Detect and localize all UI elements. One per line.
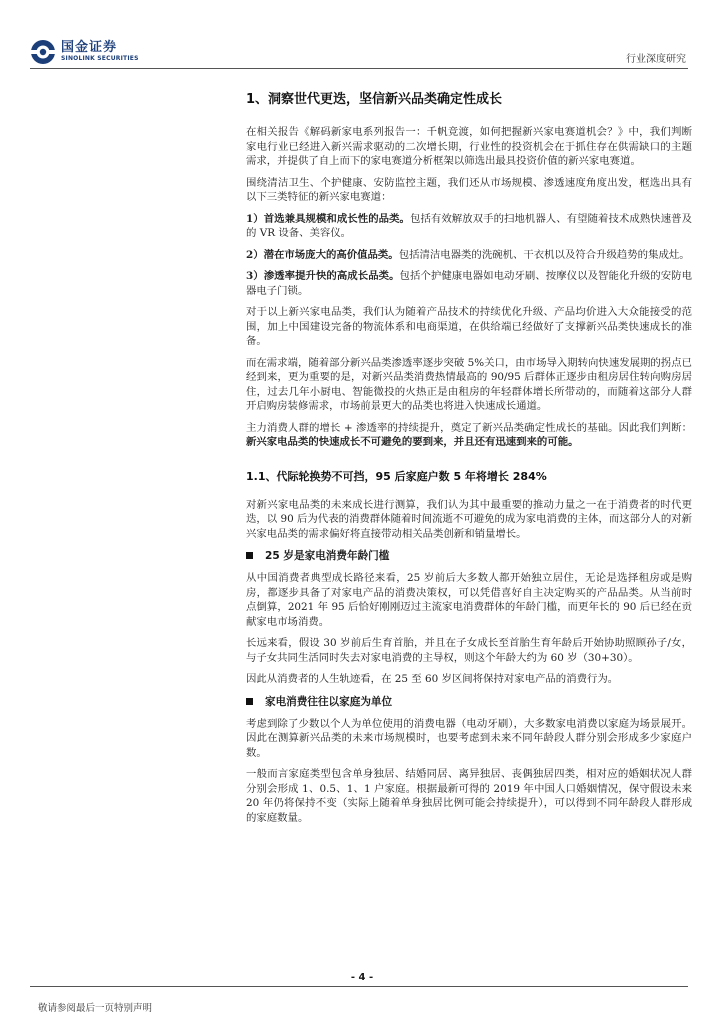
disclaimer-note: 敬请参阅最后一页特别声明	[38, 1003, 153, 1014]
bullet-heading-2	[246, 694, 692, 709]
section-1-1-paragraph-4: 因此从消费者的人生轨迹看，在 25 至 60 岁区间将保持对家电产品的消费行为。	[246, 673, 619, 685]
conclusion-text: 主力消费人群的增长 + 渗透率的持续提升，奠定了新兴品类确定性成长的基础。因此我们判断：	[246, 421, 692, 434]
category-item-1	[246, 212, 692, 241]
section-1-title: 1、洞察世代更迭，坚信新兴品类确定性成长	[246, 92, 503, 107]
section-1-paragraph-1: 在相关报告《解码新家电系列报告一：千帆竞渡，如何把握新兴家电赛道机会？》中，我们判断家电行业已经进入新兴需求驱动的二次增长期，行业性的投资机会在于抓住存在供需缺口的主题需求，并提供了自上而下的家电赛道分析框架以筛选出最具投资价值的新兴家电赛道。	[246, 126, 692, 167]
category-item-2-text: 包括清洁电器类的洗碗机、干衣机以及符合升级趋势的集成灶。	[398, 248, 690, 261]
bullet-square-icon	[246, 552, 253, 559]
sinolink-logo-icon	[30, 39, 56, 65]
bullet-heading-2-text: 家电消费往往以家庭为单位	[265, 695, 393, 708]
category-item-3	[246, 269, 692, 298]
category-item-2	[246, 248, 692, 263]
section-1-1-paragraph-1: 对新兴家电品类的未来成长进行测算，我们认为其中最重要的推动力量之一在于消费者的时代更迭，以 90 后为代表的消费群体随着时间流逝不可避免的成为家电消费的主体，而这部分人的对新兴家电品类的需求偏好将直接带动相关品类创新和销量增长。	[246, 498, 692, 540]
category-item-1-heading: 1）首选兼具规模和成长性的品类。	[246, 212, 410, 225]
section-1-paragraph-2: 围绕清洁卫生、个护健康、安防监控主题，我们还从市场规模、渗透速度角度出发，框选出具有以下三类特征的新兴家电赛道：	[246, 176, 692, 203]
logo-english-name: SINOLINK SECURITIES	[61, 55, 139, 62]
bullet-heading-1-text: 25 岁是家电消费年龄门槛	[265, 550, 390, 562]
section-1-conclusion	[246, 421, 692, 450]
section-1-1-paragraph-6: 一般而言家庭类型包含单身独居、结婚同居、离异独居、丧偶独居四类，相对应的婚姻状况人群分别会形成 1、0.5、1、1 户家庭。根据最新可得的 2019 年中国人口婚姻情况，保守假设未来 20 年仍将保持不变（实际上随着单身独居比例可能会持续提升），可以得到不同年龄段人群形成的家庭数量。	[246, 768, 692, 824]
category-item-2-heading: 2）潜在市场庞大的高价值品类。	[246, 248, 399, 261]
section-1-1-paragraph-5: 考虑到除了少数以个人为单位使用的消费电器（电动牙刷），大多数家电消费以家庭为场景展开。因此在测算新兴品类的未来市场规模时，也要考虑到未来不同年龄段人群分别会形成多少家庭户数。	[246, 717, 692, 759]
page-number: - 4 -	[350, 972, 374, 983]
page-header	[0, 0, 724, 78]
footer-divider	[30, 986, 688, 987]
section-1-1-title: 1.1、代际轮换势不可挡，95 后家庭户数 5 年将增长 284%	[246, 469, 547, 483]
conclusion-emphasis: 新兴家电品类的快速成长不可避免的要到来，并且还有迅速到来的可能。	[246, 436, 579, 448]
category-item-3-heading: 3）渗透率提升快的高成长品类。	[246, 270, 400, 282]
bullet-heading-1	[246, 548, 692, 563]
category-item-1-text: 包括有效解放双手的扫地机器人、有望随着技术成熟快速普及的 VR 设备、美容仪。	[246, 212, 693, 239]
bullet-square-icon	[246, 698, 253, 705]
company-logo	[30, 38, 139, 66]
section-1-paragraph-4: 而在需求端，随着部分新兴品类渗透率逐步突破 5%关口，由市场导入期转向快速发展期的拐点已经到来，更为重要的是，对新兴品类消费热情最高的 90/95 后群体正逐步由租房居住转向购房居住，过去几年小厨电、智能微投的火热正是由租房的年轻群体增长所带动的，而随着这部分人群开启购房装修需求，市场前景更大的品类也将进入快速成长通道。	[246, 356, 692, 412]
main-content	[246, 88, 692, 832]
section-1-paragraph-3: 对于以上新兴家电品类，我们认为随着产品技术的持续优化升级、产品均价进入大众能接受的范围，加上中国建设完备的物流体系和电商渠道，在供给端已经做好了支撑新兴品类快速成长的准备。	[246, 306, 692, 347]
header-divider	[30, 68, 688, 69]
section-1-1-paragraph-2: 从中国消费者典型成长路径来看，25 岁前后大多数人都开始独立居住，无论是选择租房或是购房，都逐步具备了对家电产品的消费决策权，可以凭借喜好自主决定购买的产品品类。从当前时点倒算，2021 年 95 后恰好刚刚迈过主流家电消费群体的年龄门槛，而更年长的 90 后已经在贡献家电市场消费。	[246, 572, 692, 628]
section-1-1-paragraph-3: 长远来看，假设 30 岁前后生育首胎，并且在子女成长至首胎生育年龄后开始协助照顾孙子/女，与子女共同生活同时失去对家电消费的主导权，则这个年龄大约为 60 岁（30+30）。	[246, 637, 692, 664]
report-type-label: 行业深度研究	[626, 54, 686, 65]
logo-chinese-name: 国金证券	[61, 40, 118, 55]
category-item-3-text: 包括个护健康电器如电动牙刷、按摩仪以及智能化升级的安防电器电子门锁。	[246, 270, 692, 297]
